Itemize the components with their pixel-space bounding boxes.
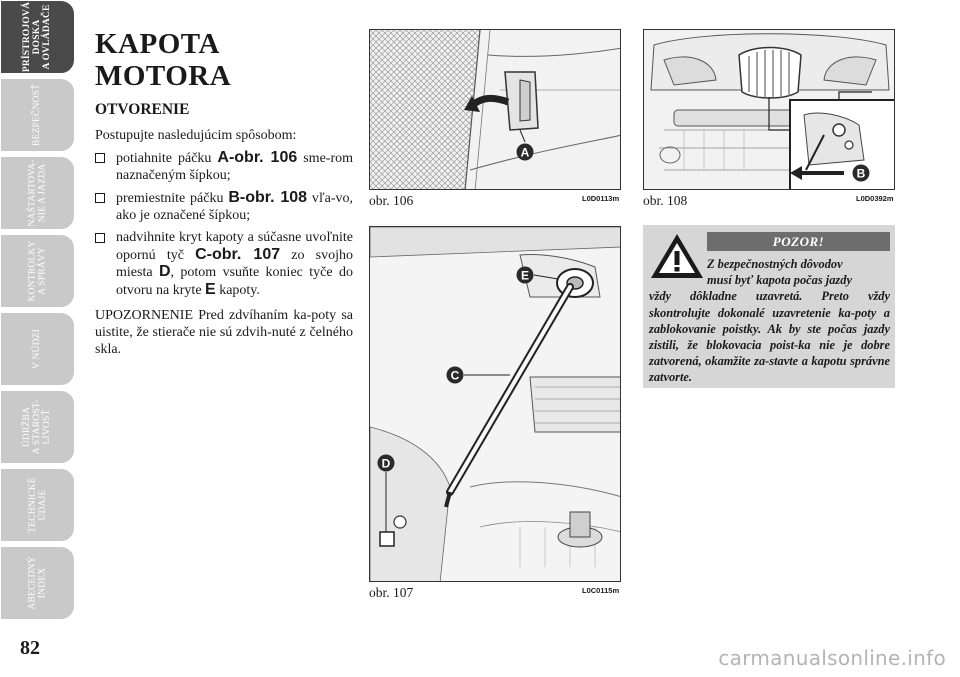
figure-106-caption: obr. 106 bbox=[369, 193, 414, 208]
page-title: KAPOTA MOTORA bbox=[95, 28, 232, 92]
warning-text: Z bezpečnostných dôvodov musí byť kapota počas jazdy vždy dôkladne uzavretá. Preto vždy skontrolujte dokonalé uzavretenie ka-poty a zablokovanie poistky. Ak by ste počas jazdy zistili, že blokovacia poist-ka nie je dobre zatvorená, okamžite za-stavte a kapotu správne zatvorte. bbox=[649, 257, 890, 385]
figure-107 bbox=[369, 226, 621, 582]
section-title: OTVORENIE bbox=[95, 101, 190, 118]
figure-reference: C-obr. 107 bbox=[195, 245, 281, 263]
hood-lever-illustration bbox=[370, 30, 621, 190]
note-text: UPOZORNENIE Pred zdvíhaním ka-poty sa uistite, že stierače nie sú zdvih-nuté z čelného skla. bbox=[95, 308, 353, 357]
main-text-column bbox=[95, 28, 353, 358]
figure-108 bbox=[643, 29, 895, 190]
tab-label: V NÚDZI bbox=[32, 328, 43, 370]
chapter-tabs bbox=[0, 0, 75, 640]
figure-108-code: L0D0392m bbox=[856, 194, 894, 203]
car-front-latch-illustration bbox=[644, 30, 895, 190]
tab-label: NAŠTARTOVA- NIE A JAZDA bbox=[27, 159, 48, 227]
tab-label: TECHNICKÉ ÚDAJE bbox=[27, 477, 48, 533]
checkbox-bullet-icon bbox=[95, 233, 105, 243]
figure-reference: A-obr. 106 bbox=[217, 149, 298, 166]
list-item: potiahnite páčku A-obr. 106 sme-rom naznačeným šípkou; bbox=[95, 150, 353, 184]
tab-label: KONTROLKY A SPRÁVY bbox=[27, 240, 48, 302]
callout-e-label: E bbox=[520, 268, 530, 283]
part-reference: E bbox=[205, 280, 216, 298]
figure-106 bbox=[369, 29, 621, 190]
checkbox-bullet-icon bbox=[95, 193, 105, 203]
tab-technicke-udaje[interactable] bbox=[0, 468, 75, 542]
list-item: premiestnite páčku B-obr. 108 vľa-vo, ako je označené šípkou; bbox=[95, 190, 353, 224]
tab-label: PRÍSTROJOVÁ DOSKA A OVLÁDAČE bbox=[22, 1, 53, 73]
callout-c-label: C bbox=[450, 368, 460, 383]
tab-v-nudzi[interactable] bbox=[0, 312, 75, 386]
part-reference: D bbox=[158, 263, 171, 280]
callout-d-label: D bbox=[381, 456, 391, 471]
list-item: nadvihnite kryt kapoty a súčasne uvoľnite opornú tyč C-obr. 107 zo svojho miesta D, potom vsuňte koniec tyče do otvoru na kryte E kapoty. bbox=[95, 230, 353, 299]
callout-b-label: B bbox=[856, 166, 866, 181]
tab-abecedny-index[interactable] bbox=[0, 546, 75, 620]
hood-prop-rod-illustration bbox=[370, 227, 621, 582]
warning-box bbox=[643, 225, 895, 388]
figure-107-caption: obr. 107 bbox=[369, 585, 414, 600]
tab-bezpecnost[interactable] bbox=[0, 78, 75, 152]
tab-label: BEZPEČNOSŤ bbox=[32, 83, 43, 147]
figure-107-code: L0C0115m bbox=[582, 586, 620, 595]
tab-label: ABECEDNÝ INDEX bbox=[27, 556, 48, 610]
tab-kontrolky[interactable] bbox=[0, 234, 75, 308]
tab-pristrojova-doska[interactable] bbox=[0, 0, 75, 74]
page-number: 82 bbox=[20, 637, 40, 659]
callout-a-label: A bbox=[520, 145, 530, 160]
tab-udrzba[interactable] bbox=[0, 390, 75, 464]
tab-label: ÚDRŽBA A STAROST- LIVOSŤ bbox=[22, 399, 53, 455]
watermark-text: carmanualsonline.info bbox=[718, 646, 946, 670]
warning-header: POZOR! bbox=[707, 232, 890, 251]
figure-106-code: L0D0113m bbox=[582, 194, 620, 203]
steps-list bbox=[95, 150, 353, 299]
tab-nastartovanie[interactable] bbox=[0, 156, 75, 230]
figure-108-caption: obr. 108 bbox=[643, 193, 688, 208]
figure-reference: B-obr. 108 bbox=[228, 189, 308, 206]
intro-text: Postupujte nasledujúcim spôsobom: bbox=[95, 128, 297, 143]
checkbox-bullet-icon bbox=[95, 153, 105, 163]
